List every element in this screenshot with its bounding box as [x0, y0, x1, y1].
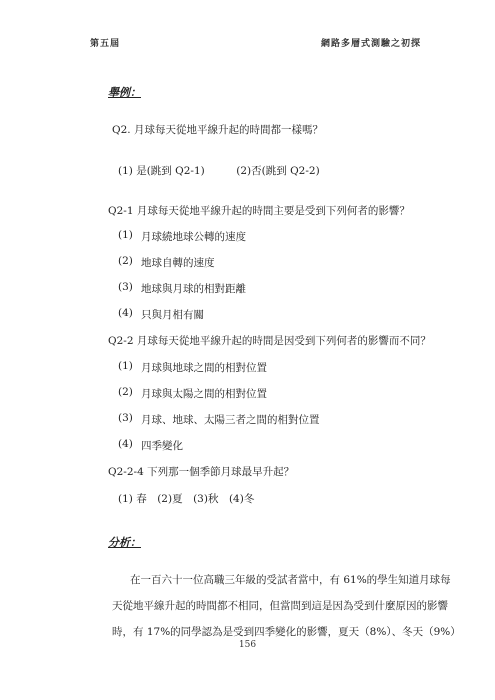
q2-2-option-text: 四季變化: [141, 440, 183, 452]
analysis-paragraph-line: 天從地平線升起的時間都不相同，但當問到這是因為受到什麼原因的影響: [112, 600, 448, 612]
q2-1-option-text: 月球繞地球公轉的速度: [141, 231, 246, 243]
question-q2-1: Q2-1 月球每天從地平線升起的時間主要是受到下列何者的影響？: [108, 205, 410, 217]
q2-1-option-number: (1): [118, 229, 133, 241]
question-q2-2: Q2-2 月球每天從地平線升起的時間是因受到下列何者的影響而不同？: [108, 335, 431, 347]
page-number: 156: [238, 640, 257, 650]
q2-2-option-number: (1): [118, 360, 133, 372]
example-heading: 舉例：: [108, 86, 141, 99]
q2-1-option-number: (3): [118, 281, 133, 293]
q2-1-option-text: 只與月相有關: [141, 309, 204, 321]
analysis-paragraph-line: 在一百六十一位高職三年級的受試者當中，有 61%的學生知道月球每: [130, 574, 451, 586]
question-q2: Q2. 月球每天從地平線升起的時間都一樣嗎？: [112, 124, 323, 136]
q2-2-option-text: 月球、地球、太陽三者之間的相對位置: [141, 414, 320, 426]
q2-1-option-number: (4): [118, 307, 133, 319]
running-header-left: 第五屆: [90, 39, 121, 49]
running-header-right: 網路多層式測驗之初探: [320, 39, 421, 49]
q2-1-option-text: 地球與月球的相對距離: [141, 283, 246, 295]
analysis-paragraph-line: 時，有 17%的同學認為是受到四季變化的影響，夏天（8%）、冬天（9%）: [112, 626, 461, 638]
question-q2-2-4-options: (1) 春 (2)夏 (3)秋 (4)冬: [118, 493, 255, 505]
q2-2-option-number: (4): [118, 438, 133, 450]
analysis-heading: 分析：: [108, 536, 141, 549]
q2-2-option-text: 月球與地球之間的相對位置: [141, 362, 267, 374]
question-q2-options: (1) 是(跳到 Q2-1) (2)否(跳到 Q2-2): [118, 165, 320, 177]
q2-2-option-number: (2): [118, 386, 133, 398]
q2-1-option-text: 地球自轉的速度: [141, 257, 215, 269]
q2-1-option-number: (2): [118, 255, 133, 267]
q2-2-option-number: (3): [118, 412, 133, 424]
q2-2-option-text: 月球與太陽之間的相對位置: [141, 388, 267, 400]
question-q2-2-4: Q2-2-4 下列那一個季節月球最早升起？: [108, 466, 295, 478]
